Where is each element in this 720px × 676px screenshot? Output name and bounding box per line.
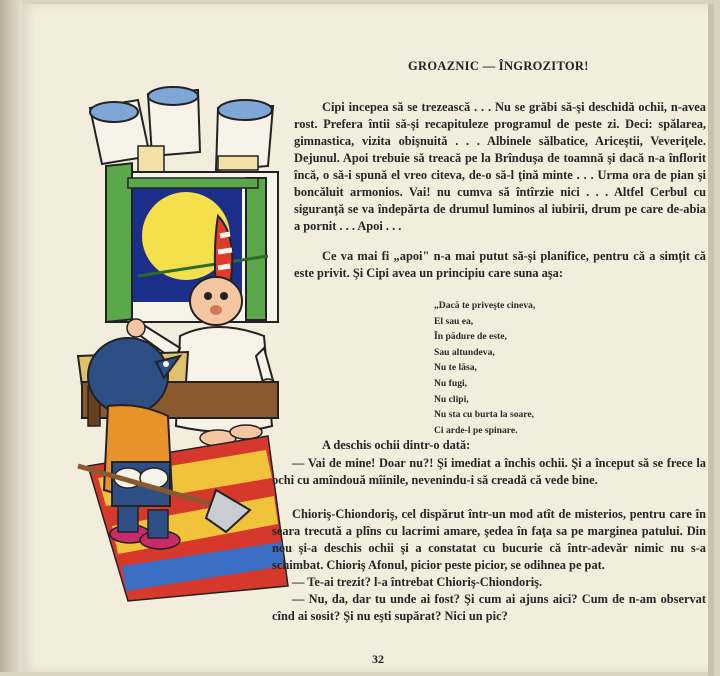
poem-line: Nu sta cu burta la soare, <box>434 409 535 421</box>
paragraph-3: A deschis ochii dintr-o dată: <box>322 438 471 452</box>
poem-line: Nu fugi, <box>434 377 468 389</box>
paragraph-4: — Vai de mine! Doar nu?! Şi imediat a închis ochii. Şi a început să se frece la ochi cu amîndouă mîinile, nevenindu-i să creadă că vede bine. <box>272 456 706 487</box>
page-number: 32 <box>372 652 384 666</box>
book-page <box>22 4 714 672</box>
poem-line: Nu te lăsa, <box>434 362 477 374</box>
poem-line: „Dacă te priveşte cineva, <box>434 300 536 311</box>
wooden-posts <box>90 87 273 176</box>
paragraph-1: Cipi incepea să se trezească . . . Nu se grăbi să-şi deschidă ochii, n-avea rost. Prefera întii să-şi recapituleze programul de peste zi. Deci: spălarea, gimnastica, vizita obişnuită . . . Albinele sălbatice, Ariceştii, Veveriţele. Dejunul. Apoi trebuie să treacă pe la Brînduşa de toamnă şi dacă n-a înflorit încă, o să-i spună el vreo citeva, de-o să-l ţină minte . . . Urma ora de pian şi boncăluit armonios. Vai! nu cumva să întîrzie nici . . . Altfel Cerbul cu siguranţă se va îndepărta de drumul luminos al iubirii, drum pe care de-abia a pornit . . . Apoi . . . <box>294 100 706 233</box>
poem <box>434 298 535 438</box>
paragraph-2: Ce va mai fi „apoi" n-a mai putut să-şi planifice, pentru că a simţit că este privit. Şi Cipi avea un principiu care suna aşa: <box>294 249 706 280</box>
poem-line: Sau altundeva, <box>434 346 495 358</box>
story-illustration <box>68 86 298 606</box>
poem-line: Nu clipi, <box>434 393 469 405</box>
page-edge <box>708 4 714 676</box>
poem-line: În pădure de este, <box>434 331 507 343</box>
paragraph-7: — Nu, da, dar tu unde ai fost? Şi cum ai ajuns aici? Cum de n-am observat cînd ai sosit? Şi nu eşti supărat? Nici un pic? <box>272 592 706 623</box>
chapter-title: GROAZNIC — ÎNGROZITOR! <box>408 59 589 73</box>
book-spine-shadow <box>0 0 22 672</box>
paragraph-5: Chioriş-Chiondoriş, cel dispărut într-un mod atît de misterios, pentru care în seara trecută a plîns cu lacrimi amare, şedea în faţa sa pe marginea patului. Din nou şi-a deschis ochii şi a constatat cu bucurie că într-adevăr nimic nu s-a schimbat. Chioriş Afonul, picior peste picior, se odihnea pe pat. <box>272 507 706 572</box>
poem-line: Ci arde-l pe spinare. <box>434 424 518 436</box>
paragraph-6: — Te-ai trezit? l-a întrebat Chioriş-Chiondoriş. <box>292 575 543 589</box>
poem-line: El sau ea, <box>434 315 474 327</box>
